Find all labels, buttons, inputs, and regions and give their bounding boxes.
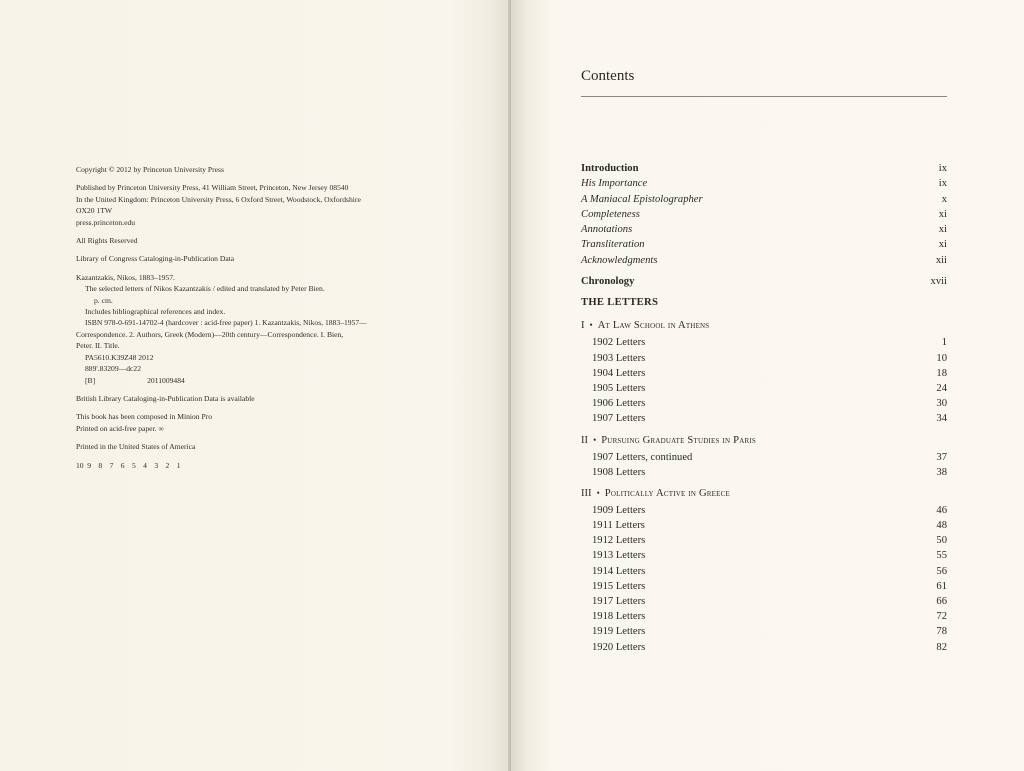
printer-key-digit: 9: [87, 460, 91, 470]
toc-entry[interactable]: [581, 178, 947, 193]
toc-entry[interactable]: [581, 368, 947, 383]
toc-entry-page: 46: [936, 504, 947, 516]
toc-entry-label: 1918 Letters: [592, 611, 646, 623]
toc-entry-label: 1903 Letters: [592, 352, 646, 364]
toc-parts: [581, 320, 947, 656]
printer-key-digit: 1: [176, 460, 181, 470]
cip-data: Kazantzakis, Nikos, 1883–1957. The selected letters of Nikos Kazantzakis / edited and translated by Peter Bien. p. cm. Includes bibliographical references and index. ISBN 978-0-691-14702-4 (hardcover : acid-free paper) 1. Kazantzakis, Nikos, 1883–1957— Correspondence. 2. Authors, Greek (Modern)—20th century—Correspondence. I. Bien, Peter. II. Title. PA5610.K39Z48 2012 889'.83209—dc22 [B] 2011009484: [76, 272, 367, 385]
toc-entry[interactable]: [581, 626, 947, 641]
toc-entry[interactable]: [581, 596, 947, 611]
toc-entry-label: 1912 Letters: [592, 535, 646, 547]
intro-subsections: [581, 178, 947, 270]
toc-entry-label: 1911 Letters: [592, 520, 645, 532]
toc-entry-page: 1: [941, 337, 947, 349]
toc-entry-page: 37: [936, 451, 947, 463]
toc-entry-page: 30: [936, 398, 947, 410]
toc-entry-page: 55: [936, 550, 947, 562]
toc-entry-page: ix: [938, 178, 947, 190]
toc-entry-page: 56: [936, 565, 947, 577]
toc-entry[interactable]: [581, 611, 947, 626]
printed-in: Printed in the United States of America: [76, 442, 196, 452]
toc-entry[interactable]: [581, 535, 947, 550]
toc-entry[interactable]: [581, 224, 947, 239]
cip-header: Library of Congress Cataloging-in-Publication Data: [76, 254, 235, 264]
toc-entry-page: 10: [936, 352, 947, 364]
toc-entry[interactable]: [581, 467, 947, 482]
toc-entry-label: 1907 Letters, continued: [592, 451, 693, 463]
toc-entry-page: xii: [935, 254, 947, 266]
toc-entry-page: 61: [936, 580, 947, 592]
table-of-contents: [581, 163, 947, 657]
toc-entry-label: His Importance: [581, 178, 648, 190]
toc-entry[interactable]: [581, 353, 947, 368]
toc-entry-label: 1915 Letters: [592, 580, 646, 592]
british-library-note: British Library Cataloging-in-Publication Data is available: [76, 393, 255, 403]
toc-introduction[interactable]: Introduction ix: [581, 163, 947, 174]
toc-entry-label: 1913 Letters: [592, 550, 646, 562]
toc-entry-label: Acknowledgments: [581, 254, 658, 266]
toc-entry-page: xi: [938, 208, 947, 220]
toc-entry[interactable]: [581, 413, 947, 428]
part-bullet: •: [596, 487, 600, 498]
toc-entry-page: 18: [936, 367, 947, 379]
printer-key-line: [76, 460, 428, 471]
toc-part: [581, 488, 947, 657]
printer-key-digit: 7: [109, 460, 114, 470]
toc-entry[interactable]: [581, 337, 947, 352]
toc-entry[interactable]: [581, 398, 947, 413]
toc-entry[interactable]: [581, 581, 947, 596]
contents-rule: [581, 96, 947, 97]
toc-entry-page: 82: [936, 641, 947, 653]
toc-entry[interactable]: [581, 505, 947, 520]
toc-entry-label: Completeness: [581, 208, 640, 220]
part-title: At Law School in Athens: [597, 320, 710, 332]
toc-entry[interactable]: [581, 383, 947, 398]
toc-entry[interactable]: [581, 520, 947, 535]
publisher-info: Published by Princeton University Press, 41 William Street, Princeton, New Jersey 08540 In the United Kingdom: Princeton University Press, 6 Oxford Street, Woodstock, Oxfordshire OX20 1TW press.princeton.edu: [76, 183, 361, 227]
rights-statement: All Rights Reserved: [76, 236, 138, 246]
toc-part-heading[interactable]: [581, 435, 947, 452]
cip-lccn-tag: [B]: [85, 375, 96, 385]
part-title: Pursuing Graduate Studies in Paris: [601, 434, 756, 446]
toc-entry-page: xi: [938, 239, 947, 251]
printer-key-digit: 8: [98, 460, 103, 470]
toc-entry-label: 1908 Letters: [592, 466, 646, 478]
printer-key-digit: 3: [154, 460, 159, 470]
part-bullet: •: [593, 434, 597, 445]
part-numeral: I: [581, 320, 585, 332]
part-numeral: II: [581, 434, 589, 446]
toc-entry-label: 1907 Letters: [592, 413, 646, 425]
printer-key-digit: 6: [120, 460, 125, 470]
toc-entry[interactable]: [581, 209, 947, 224]
toc-entry-label: 1914 Letters: [592, 565, 646, 577]
toc-chronology[interactable]: Chronology xvii: [581, 276, 947, 288]
toc-entry-label: Annotations: [581, 224, 633, 236]
toc-entry-page: xi: [938, 224, 947, 236]
toc-entry[interactable]: [581, 194, 947, 209]
toc-part: [581, 320, 947, 428]
toc-entry-page: 66: [936, 596, 947, 607]
toc-letters-heading: THE LETTERS: [581, 297, 659, 309]
printer-key-digit: 4: [143, 460, 147, 470]
copyright-notice: Copyright © 2012 by Princeton University Press: [76, 165, 224, 174]
toc-entry-label: A Maniacal Epistolographer: [581, 193, 703, 205]
toc-entry-label: Transliteration: [581, 239, 645, 251]
toc-entry-page: 38: [936, 466, 947, 478]
production-notes: This book has been composed in Minion Pro Printed on acid-free paper. ∞: [76, 412, 213, 433]
copyright-block: [76, 164, 428, 471]
toc-entry[interactable]: [581, 239, 947, 254]
printer-key-digit: 5: [131, 460, 136, 470]
toc-part-heading[interactable]: [581, 488, 947, 505]
toc-entry-label: 1902 Letters: [592, 337, 646, 349]
toc-entry[interactable]: [581, 566, 947, 581]
copyright-page: [0, 0, 511, 771]
toc-entry-page: 34: [936, 413, 947, 425]
toc-entry-label: 1920 Letters: [592, 641, 646, 653]
toc-entry-label: 1906 Letters: [592, 398, 646, 410]
toc-entry-page: x: [941, 193, 947, 205]
toc-entry-label: 1909 Letters: [592, 504, 646, 516]
printer-key-digit: 10: [76, 460, 84, 470]
toc-entry-label: 1904 Letters: [592, 367, 646, 379]
toc-entry-page: 78: [936, 626, 947, 638]
toc-entry[interactable]: [581, 452, 947, 467]
toc-entry-page: 50: [936, 535, 947, 547]
toc-entry-label: 1905 Letters: [592, 382, 646, 394]
printer-key-digit: 2: [165, 460, 170, 470]
toc-entry-page: 24: [936, 382, 947, 394]
toc-entry-label: 1919 Letters: [592, 626, 646, 638]
toc-entry[interactable]: [581, 255, 947, 270]
part-title: Politically Active in Greece: [604, 487, 730, 499]
toc-entry-label: 1917 Letters: [592, 596, 646, 607]
part-bullet: •: [589, 320, 593, 331]
toc-entry[interactable]: [581, 550, 947, 565]
toc-entry[interactable]: [581, 642, 947, 657]
part-numeral: III: [581, 487, 592, 499]
toc-part: [581, 435, 947, 482]
contents-title: Contents: [581, 68, 635, 84]
cip-lccn: 2011009484: [147, 375, 185, 385]
toc-entry-page: 48: [936, 520, 947, 532]
toc-part-heading[interactable]: [581, 320, 947, 337]
toc-entry-page: 72: [936, 611, 947, 623]
